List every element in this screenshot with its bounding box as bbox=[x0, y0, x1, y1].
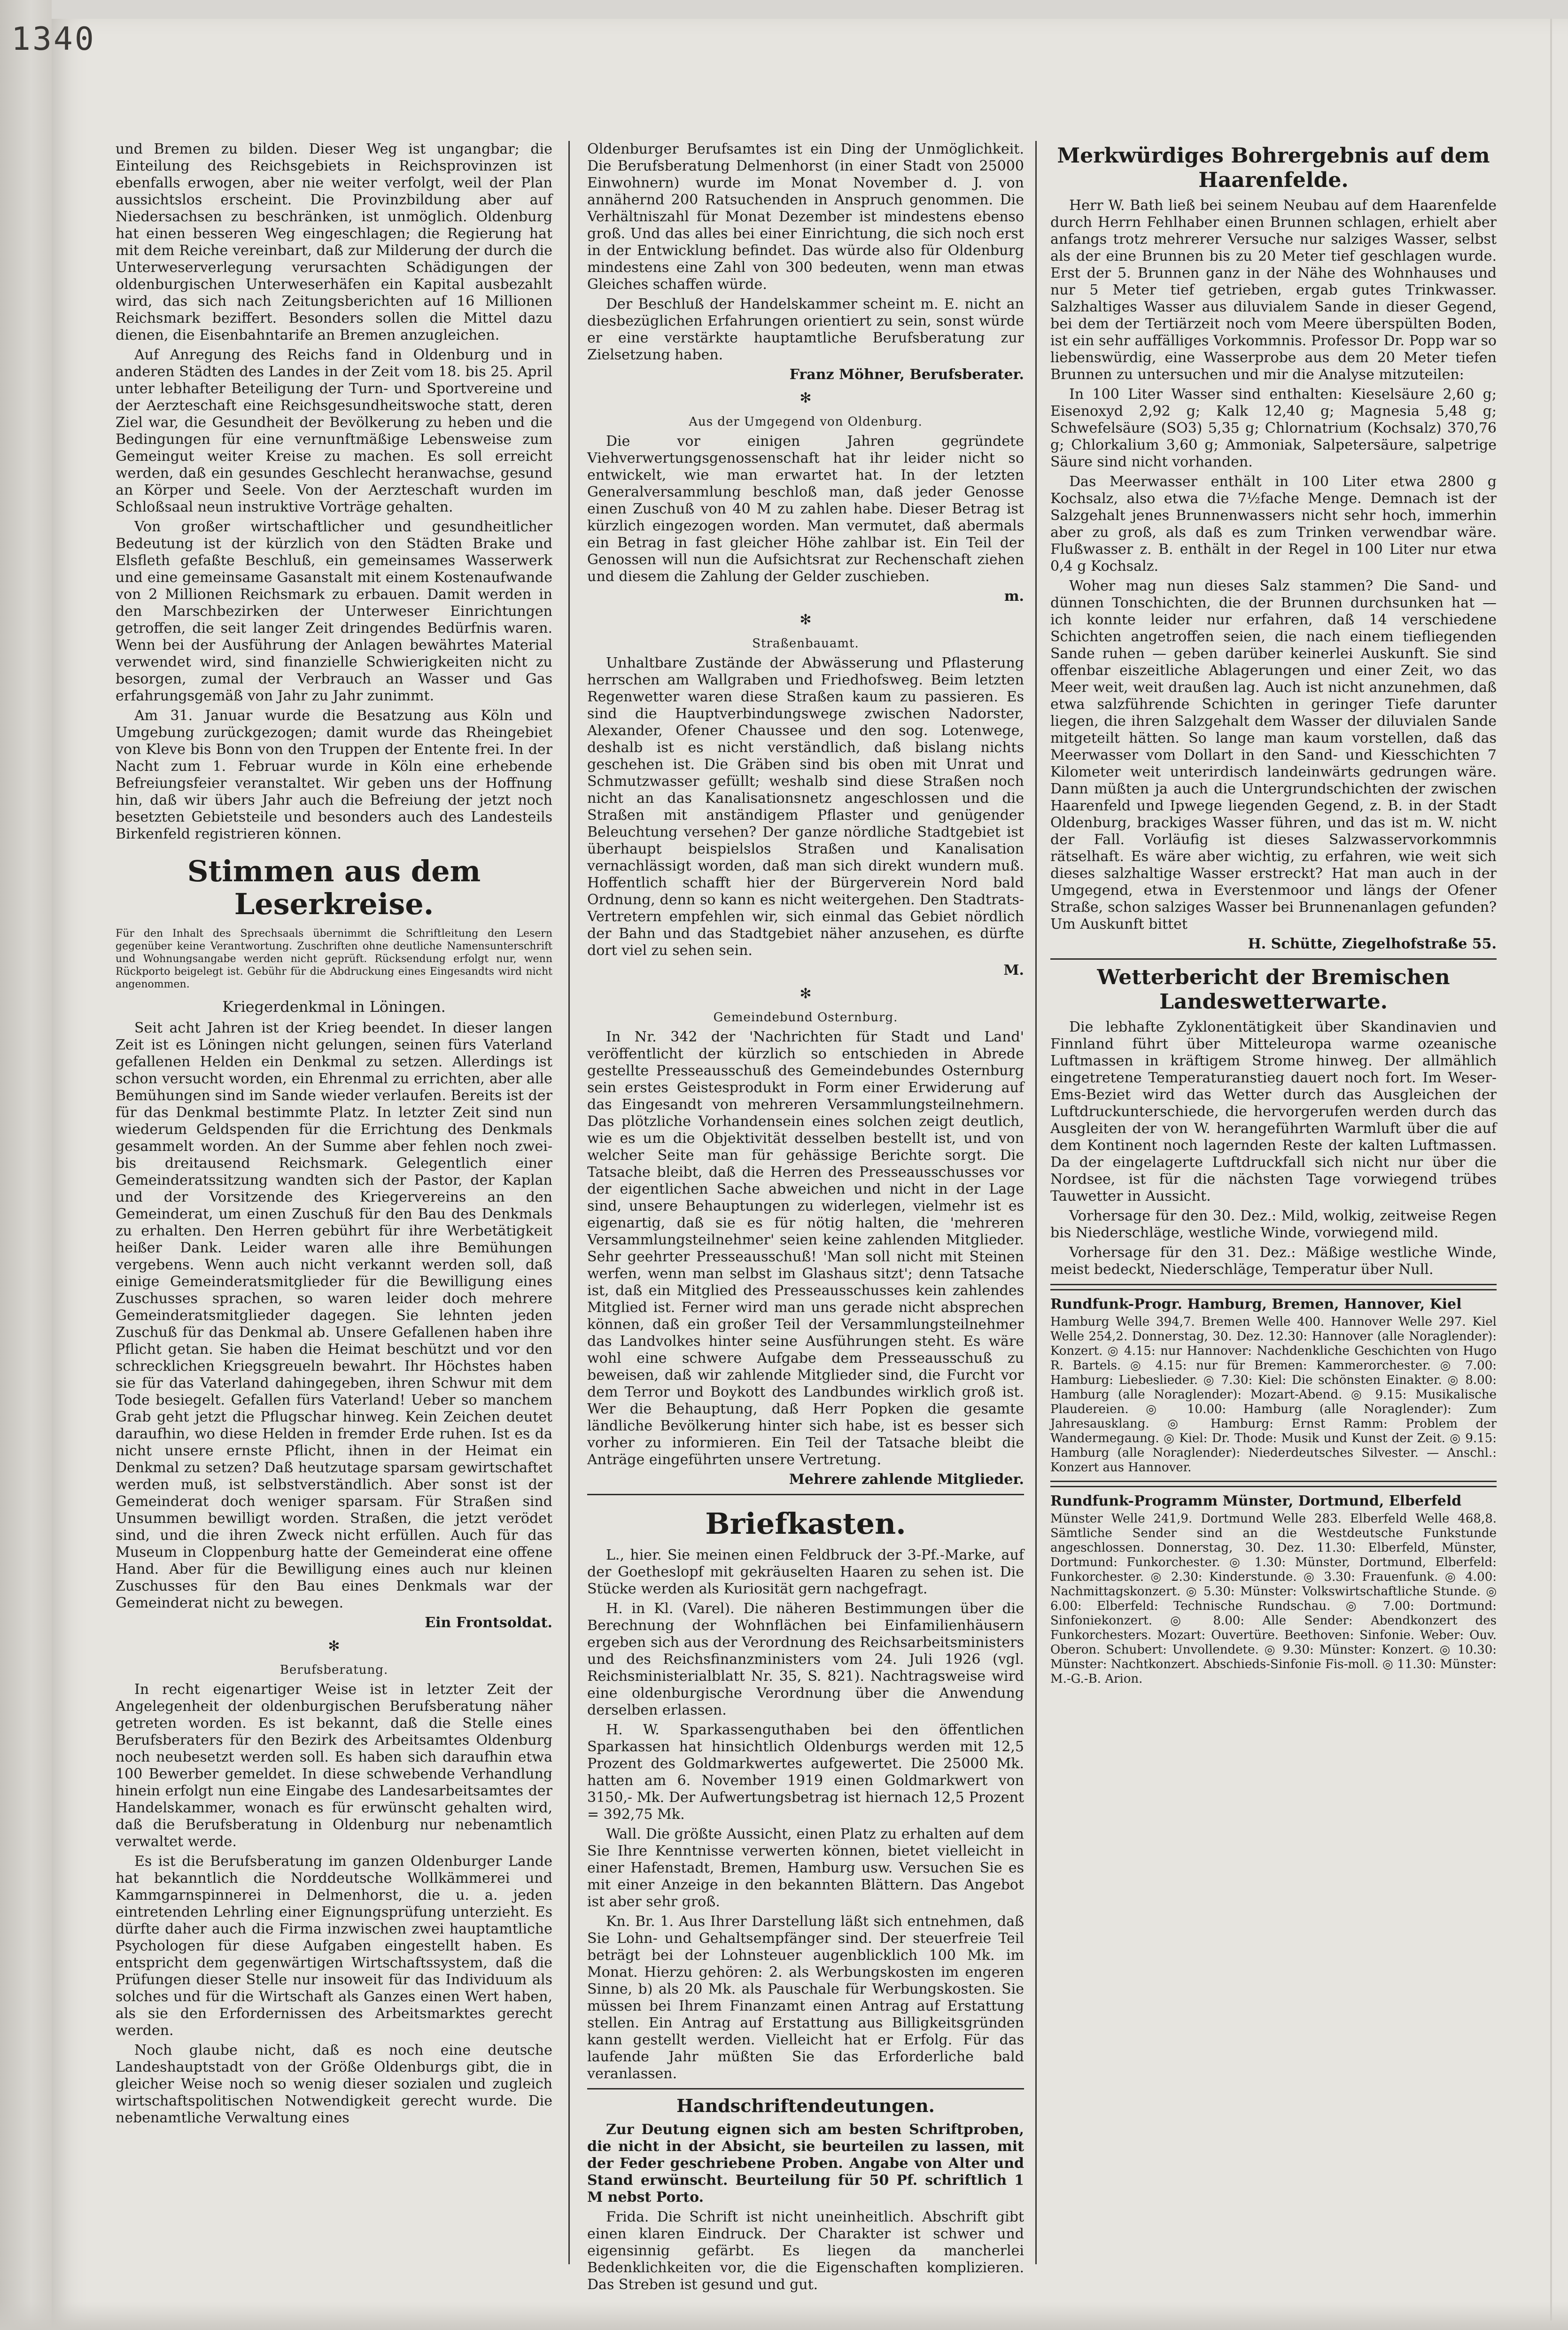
paragraph: In recht eigenartiger Weise ist in letzter Zeit der Angelegenheit der oldenburgischen Berufsberatung näher getreten worden. Es ist bekannt, daß die Stelle eines Berufsberaters für den Bezirk des Arbeitsamtes Oldenburg noch neubesetzt werden soll. Es haben sich daraufhin etwa 100 Bewerber gemeldet. In diese schwebende Verhandlung hinein erfolgt nun eine Eingabe des Landesarbeitsamtes der Handelskammer, wonach es für erwünscht gehalten wird, daß die Berufsberatung in Oldenburg nur nebenamtlich verwaltet werde. bbox=[116, 1681, 552, 1850]
paragraph: Von großer wirtschaftlicher und gesundheitlicher Bedeutung ist der kürzlich von den Städten Brake und Elsfleth gefaßte Beschluß, ein gemeinsames Wasserwerk und eine gemeinsame Gasanstalt mit einem Kostenaufwande von 2 Millionen Reichsmark zu erbauen. Damit werden in den Marschbezirken der Unterweser Einrichtungen getroffen, die seit langer Zeit dringendes Bedürfnis waren. Wenn bei der Ausführung der Anlagen bewährtes Material verwendet wird, sind finanzielle Schwierigkeiten nicht zu besorgen, zumal der Verbrauch an Wasser und Gas erfahrungsgemäß von Jahr zu Jahr zunimmt. bbox=[116, 519, 552, 704]
paragraph: H. W. Sparkassenguthaben bei den öffentlichen Sparkassen hat hinsichtlich Oldenburgs werden mit 12,5 Prozent des Goldmarkwertes aufgewertet. Die 25000 Mk. hatten am 6. November 1919 einen Goldmarkwert von 3150,- Mk. Der Aufwertungsbetrag ist hiernach 12,5 Prozent = 392,75 Mk. bbox=[587, 1722, 1024, 1823]
paragraph: Vorhersage für den 30. Dez.: Mild, wolkig, zeitweise Regen bis Niederschläge, westliche Winde, vorwiegend mild. bbox=[1050, 1208, 1497, 1241]
paragraph: Vorhersage für den 31. Dez.: Mäßige westliche Winde, meist bedeckt, Niederschläge, Temperatur über Null. bbox=[1050, 1244, 1497, 1278]
paragraph: L., hier. Sie meinen einen Feldbruck der 3-Pf.-Marke, auf der Goetheslopf mit gekräuselten Haaren zu sehen ist. Die Stücke werden als Kuriosität gern nachgefragt. bbox=[587, 1547, 1024, 1597]
paragraph: und Bremen zu bilden. Dieser Weg ist ungangbar; die Einteilung des Reichsgebiets in Reichsprovinzen ist ebenfalls erwogen, aber nie weiter verfolgt, weil der Plan aussichtslos erscheint. Die Provinzbildung aber auf Niedersachsen zu beschränken, ist unmöglich. Oldenburg hat einen besseren Weg eingeschlagen; die Regierung hat mit dem Reiche vereinbart, daß zur Milderung der durch die Unterweserverlegung verursachten Schädigungen der oldenburgischen Unterweserhäfen ein Kapital ausbezahlt wird, das sich nach Zeitungsberichten auf 16 Millionen Reichsmark beziffert. Besonders sollen die Mittel dazu dienen, die Eisenbahntarife an Bremen anzugleichen. bbox=[116, 141, 552, 343]
paragraph: Seit acht Jahren ist der Krieg beendet. In dieser langen Zeit ist es Löningen nicht gelungen, seinen fürs Vaterland gefallenen Helden ein Denkmal zu setzen. Allerdings ist schon versucht worden, ein Ehrenmal zu errichten, aber alle Bemühungen sind im Sande wieder verlaufen. Bereits ist der für das Denkmal bestimmte Platz. In letzter Zeit sind nun wiederum Geldspenden für die Errichtung des Denkmals gesammelt worden. An der Summe aber fehlen noch zwei- bis dreitausend Reichsmark. Gelegentlich einer Gemeinderatssitzung wandten sich der Pastor, der Kaplan und der Vorsitzende des Kriegervereins an den Gemeinderat, um einen Zuschuß für den Bau des Denkmals zu erhalten. Den Herren gebührt für ihre Werbetätigkeit heißer Dank. Leider waren alle ihre Bemühungen vergebens. Wenn auch nicht verkannt werden soll, daß einige Gemeinderatsmitglieder für die Bewilligung eines Zuschusses sprachen, so waren leider doch mehrere Gemeinderatsmitglieder dagegen. Sie lehnten jeden Zuschuß für das Denkmal ab. Unsere Gefallenen haben ihre Pflicht getan. Sie haben die Heimat beschützt und vor den schrecklichen Kriegsgreueln bewahrt. Ihr Höchstes haben sie für das Vaterland dahingegeben, ihren Schwur mit dem Tode besiegelt. Gefallen fürs Vaterland! Ueber so manchem Grab geht jetzt die Pflugschar hinweg. Kein Zeichen deutet daraufhin, wo diese Helden in fremder Erde ruhen. Ist es da nicht unsere ernste Pflicht, ihnen in der Heimat ein Denkmal zu setzen? Daß heutzutage sparsam gewirtschaftet werden muß, ist selbstverständlich. Aber sonst ist der Gemeinderat doch weniger sparsam. Für Straßen sind Unsummen bewilligt worden. Straßen, die jetzt verödet sind, und die ihren Zweck nicht erfüllen. Auch für das Museum in Cloppenburg hatte der Gemeinderat eine offene Hand. Aber für die Bewilligung eines auch nur kleinen Zuschusses für den Bau eines Denkmals war der Gemeinderat nicht zu bewegen. bbox=[116, 1020, 552, 1611]
paragraph: Auf Anregung des Reichs fand in Oldenburg und in anderen Städten des Landes in der Zeit vom 18. bis 25. April unter lebhafter Beteiligung der Turn- und Sportvereine und der Aerzteschaft eine Reichsgesundheitswoche statt, deren Ziel war, die Gesundheit der Bevölkerung zu heben und die Bedingungen für eine vernunftmäßige Lebensweise zum Gemeingut weiter Kreise zu machen. Es soll erreicht werden, daß ein gesundes Geschlecht heranwachse, gesund an Körper und Seele. Von der Aerzteschaft wurden im Schloßsaal neun instruktive Vorträge gehalten. bbox=[116, 347, 552, 515]
paragraph: H. in Kl. (Varel). Die näheren Bestimmungen über die Berechnung der Wohnflächen bei Einfamilienhäusern ergeben sich aus der Verordnung des Reichsarbeitsministers und des Reichsfinanzministers vom 24. Juli 1926 (vgl. Reichsministerialblatt Nr. 35, S. 821). Nachtragsweise wird eine oldenburgische Verordnung über die Anwendung derselben erlassen. bbox=[587, 1600, 1024, 1718]
article-title: Merkwürdiges Bohrergebnis auf dem Haarenfelde. bbox=[1057, 144, 1490, 192]
paragraph: In 100 Liter Wasser sind enthalten: Kieselsäure 2,60 g; Eisenoxyd 2,92 g; Kalk 12,40 g; Magnesia 5,48 g; Schwefelsäure (SO3) 5,35 g; Chlornatrium (Kochsalz) 370,76 g; Chlorkalium 3,60 g; Ammoniak, Salpetersäure, salpetrige Säure sind nicht vorhanden. bbox=[1050, 386, 1497, 470]
paragraph: Das Meerwasser enthält in 100 Liter etwa 2800 g Kochsalz, also etwa die 7½fache Menge. Demnach ist der Salzgehalt jenes Brunnenwassers nicht sehr hoch, immerhin aber zu groß, als daß es zum Trinken verwendbar wäre. Flußwasser z. B. enthält in der Regel in 100 Liter nur etwa 0,4 g Kochsalz. bbox=[1050, 474, 1497, 575]
separator-star: ✻ bbox=[328, 1638, 340, 1654]
article-title: Gemeindebund Osternburg. bbox=[713, 1010, 898, 1025]
paragraph: Herr W. Bath ließ bei seinem Neubau auf dem Haarenfelde durch Herrn Fehlhaber einen Brunnen schlagen, erhielt aber anfangs trotz mehrerer Versuche nur salziges Wasser, selbst als der eine Brunnen bis zu 20 Meter tief geschlagen wurde. Erst der 5. Brunnen ganz in der Nähe des Wohnhauses und nur 5 Meter tief getrieben, ergab gutes Trinkwasser. Salzhaltiges Wasser aus diluvialem Sande in dieser Gegend, bei dem der Tertiärzeit noch vom Meere überspülten Boden, ist ein sehr auffälliges Vorkommnis. Professor Dr. Popp war so liebenswürdig, eine Wasserprobe aus dem 20 Meter tiefen Brunnen zu untersuchen und mir die Analyse mitzuteilen: bbox=[1050, 197, 1497, 383]
divider bbox=[1050, 1284, 1497, 1290]
section-title-briefkasten: Briefkasten. bbox=[705, 1507, 906, 1541]
radio-program-listing: Münster Welle 241,9. Dortmund Welle 283. Elberfeld Welle 468,8. Sämtliche Sender sind an die Westdeutsche Funkstunde angeschlossen. Donnerstag, 30. Dez. 11.30: Elberfeld, Münster, Dortmund: Funkorchester. ◎ 1.30: Münster, Dortmund, Elberfeld: Funkorchester. ◎ 2.30: Kinderstunde. ◎ 3.30: Frauenfunk. ◎ 4.00: Nachmittagskonzert. ◎ 5.30: Münster: Volkswirtschaftliche Stunde. ◎ 6.00: Elberfeld: Technische Rundschau. ◎ 7.00: Dortmund: Sinfoniekonzert. ◎ 8.00: Alle Sender: Abendkonzert des Funkorchesters. Mozart: Ouvertüre. Beethoven: Sinfonie. Weber: Ouv. Oberon. Schubert: Unvollendete. ◎ 9.30: Münster: Konzert. ◎ 10.30: Münster: Nachtkonzert. Abschieds-Sinfonie Fis-moll. ◎ 11.30: Münster: M.-G.-B. Arion. bbox=[1050, 1512, 1497, 1686]
radio-program-listing: Hamburg Welle 394,7. Bremen Welle 400. Hannover Welle 297. Kiel Welle 254,2. Donnerstag, 30. Dez. 12.30: Hannover (alle Noraglender): Konzert. ◎ 4.15: nur Hannover: Nachdenkliche Geschichten von Hugo R. Bartels. ◎ 4.15: nur für Bremen: Kammerorchester. ◎ 7.00: Hamburg: Liebeslieder. ◎ 7.30: Kiel: Die schönsten Einakter. ◎ 8.00: Hamburg (alle Noraglender): Mozart-Abend. ◎ 9.15: Musikalische Plaudereien. ◎ 10.00: Hamburg (alle Noraglender): Zum Jahresausklang. ◎ Hamburg: Ernst Ramm: Problem der Wandermegaung. ◎ Kiel: Dr. Thode: Musik und Kunst der Zeit. ◎ 9.15: Hamburg (alle Noraglender): Niederdeutsches Silvester. — Anschl.: Konzert aus Hannover. bbox=[1050, 1315, 1497, 1475]
paragraph: Am 31. Januar wurde die Besatzung aus Köln und Umgebung zurückgezogen; damit wurde das Rheingebiet von Kleve bis Bonn von den Truppen der Entente frei. In der Nacht zum 1. Februar wurde in Köln eine erhebende Befreiungsfeier veranstaltet. Wir geben uns der Hoffnung hin, daß wir übers Jahr auch die Befreiung der jetzt noch besetzten Gebietsteile und besonders auch des Landesteils Birkenfeld registrieren können. bbox=[116, 707, 552, 842]
page-number: 1340 bbox=[11, 21, 96, 58]
paragraph: In Nr. 342 der 'Nachrichten für Stadt und Land' veröffentlicht der kürzlich so entschieden in Abrede gestellte Presseausschuß des Gemeindebundes Osternburg sein erstes Geistesprodukt in Form einer Erwiderung auf das Eingesandt von mehreren Versammlungsteilnehmern. Das plötzliche Vorhandensein eines solchen zeigt deutlich, wie es um die Objektivität desselben bestellt ist, und von welcher Seite man für gehässige Berichte sorgt. Die Tatsache bleibt, daß die Herren des Presseausschusses vor der eigentlichen Sache abweichen und nicht in der Lage sind, unsere Behauptungen zu widerlegen, vielmehr ist es eigenartig, daß sie es für nötig halten, die 'mehreren Versammlungsteilnehmer' seien keine zahlenden Mitglieder. Sehr geehrter Presseausschuß! 'Man soll nicht mit Steinen werfen, wenn man selbst im Glashaus sitzt'; denn Tatsache ist, daß ein Mitglied des Presseausschusses kein zahlendes Mitglied ist. Ferner wird man uns gerade nicht absprechen können, daß ein großer Teil der Versammlungsteilnehmer das Landvolkes hinter seine Ausführungen steht. Es wäre wohl eine schwere Aufgabe dem Presseausschuß zu beweisen, daß wir zahlende Mitglieder sind, die Furcht vor dem Terror und Boykott des Landbundes wirklich groß ist. Wer die Behauptung, daß Herr Popken die gesamte ländliche Bevölkerung hinter sich habe, ist es besser sich vorher zu informieren. Ein Teil der Tatsache bleibt die Anträge eingeführten unsere Vertretung. bbox=[587, 1029, 1024, 1468]
paragraph: Zur Deutung eignen sich am besten Schriftproben, die nicht in der Absicht, sie beurteilen zu lassen, mit der Feder geschriebene Proben. Angabe von Alter und Stand erwünscht. Beurteilung für 50 Pf. schriftlich 1 M nebst Porto. bbox=[587, 2121, 1024, 2206]
column-3 bbox=[1050, 141, 1497, 2264]
paragraph: Der Beschluß der Handelskammer scheint m. E. nicht an diesbezüglichen Erfahrungen orientiert zu sein, sonst würde er eine verstärkte hauptamtliche Berufsberatung zur Zielsetzung haben. bbox=[587, 296, 1024, 363]
separator-star: ✻ bbox=[800, 612, 812, 628]
article-signature: Ein Frontsoldat. bbox=[425, 1615, 552, 1631]
radio-program-title: Rundfunk-Progr. Hamburg, Bremen, Hannover, Kiel bbox=[1050, 1296, 1462, 1313]
article-title: Aus der Umgegend von Oldenburg. bbox=[689, 415, 923, 429]
article-signature: M. bbox=[1003, 962, 1024, 979]
column-2 bbox=[587, 141, 1024, 2293]
separator-star: ✻ bbox=[800, 390, 812, 406]
column-rule-1 bbox=[568, 141, 570, 2264]
article-signature: m. bbox=[1004, 588, 1024, 605]
article-signature: Mehrere zahlende Mitglieder. bbox=[789, 1471, 1024, 1488]
paragraph: Die vor einigen Jahren gegründete Viehverwertungsgenossenschaft hat ihr leider nicht so entwickelt, wie man erwartet hat. In der letzten Generalversammlung beschloß man, daß jeder Genosse einen Zuschuß von 40 M zu zahlen habe. Dieser Betrag ist kürzlich eingezogen worden. Man vermutet, daß abermals ein Betrag in fast gleicher Höhe zahlbar ist. Ein Teil der Genossen will nun die Aufsichtsrat zur Rechenschaft ziehen und diesem die Zahlung der Gelder zuschieben. bbox=[587, 433, 1024, 585]
article-title: Berufsberatung. bbox=[279, 1663, 388, 1677]
separator-star: ✻ bbox=[800, 986, 812, 1002]
column-rule-2 bbox=[1035, 141, 1037, 2264]
article-title: Straßenbauamt. bbox=[752, 637, 859, 651]
paragraph: Wall. Die größte Aussicht, einen Platz zu erhalten auf dem Sie Ihre Kenntnisse verwerten können, bietet vielleicht in einer Hafenstadt, Bremen, Hamburg usw. Versuchen Sie es mit einer Anzeige in den bekannten Blättern. Das Angebot ist aber sehr groß. bbox=[587, 1826, 1024, 1910]
right-edge-line bbox=[1550, 19, 1552, 2321]
column-1 bbox=[116, 141, 552, 2264]
divider bbox=[587, 1494, 1024, 1495]
section-title-wetterbericht: Wetterbericht der Bremischen Landeswetterwarte. bbox=[1097, 965, 1450, 1014]
radio-program-title: Rundfunk-Programm Münster, Dortmund, Elberfeld bbox=[1050, 1493, 1462, 1509]
divider bbox=[587, 2088, 1024, 2089]
article-title: Kriegerdenkmal in Löningen. bbox=[222, 998, 446, 1016]
section-disclaimer: Für den Inhalt des Sprechsaals übernimmt die Schriftleitung den Lesern gegenüber keine Verantwortung. Zuschriften ohne deutliche Namensunterschrift und Wohnungsangabe werden nicht geprüft. Rücksendung erfolgt nur, wenn Rückporto beigelegt ist. Gebühr für die Abdruckung eines Eingesandts wird nicht angenommen. bbox=[116, 928, 552, 990]
paragraph: Oldenburger Berufsamtes ist ein Ding der Unmöglichkeit. Die Berufsberatung Delmenhorst (in einer Stadt von 25000 Einwohnern) wurde im Monat November d. J. von annähernd 200 Ratsuchenden in Anspruch genommen. Die Verhältniszahl für Monat Dezember ist mindestens ebenso groß. Und das alles bei einer Einrichtung, die sich noch erst in der Entwicklung befindet. Das würde also für Oldenburg mindestens eine Zahl von 300 bedeuten, wenn man etwas Gleiches schaffen würde. bbox=[587, 141, 1024, 293]
bottom-shadow bbox=[0, 2302, 1568, 2330]
article-signature: Franz Möhner, Berufsberater. bbox=[789, 366, 1024, 383]
paragraph: Noch glaube nicht, daß es noch eine deutsche Landeshauptstadt von der Größe Oldenburgs gibt, die in gleicher Weise noch so wenig dieser sozialen und zugleich wirtschaftspolitischen Notwendigkeit gerecht wurde. Die nebenamtliche Verwaltung eines bbox=[116, 2042, 552, 2126]
divider bbox=[1050, 958, 1497, 960]
paragraph: Es ist die Berufsberatung im ganzen Oldenburger Lande hat bekanntlich die Norddeutsche Wollkämmerei und Kammgarnspinnerei in Delmenhorst, die u. a. jeden eintretenden Lehrling einer Eignungsprüfung unterzieht. Es dürfte daher auch die Firma inzwischen zwei hauptamtliche Psychologen für diese Aufgaben eingestellt haben. Es entspricht dem gegenwärtigen Wirtschaftssystem, daß die Prüfungen dieser Stelle nur insoweit für das Individuum als solches und für die Wirtschaft als Ganzes einen Wert haben, als sie den Erfordernissen des Arbeitsmarktes gerecht werden. bbox=[116, 1853, 552, 2039]
paragraph: Frida. Die Schrift ist nicht uneinheitlich. Abschrift gibt einen klaren Eindruck. Der Charakter ist schwer und eigensinnig gefärbt. Es liegen da mancherlei Bedenklichkeiten vor, die die Eigenschaften komplizieren. Das Streben ist gesund und gut. bbox=[587, 2209, 1024, 2293]
binding-edge bbox=[0, 0, 52, 2330]
article-signature: H. Schütte, Ziegelhofstraße 55. bbox=[1248, 936, 1497, 952]
section-title-leserkreise: Stimmen aus dem Leserkreise. bbox=[187, 854, 481, 921]
paragraph: Unhaltbare Zustände der Abwässerung und Pflasterung herrschen am Wallgraben und Friedhofsweg. Beim letzten Regenwetter waren diese Straßen kaum zu passieren. Es sind die Hauptverbindungswege zwischen Nadorster, Alexander, Ofener Chaussee und den sog. Lotenwege, deshalb ist es nicht verständlich, daß bislang nichts geschehen ist. Die Gräben sind bis oben mit Unrat und Schmutzwasser gefüllt; weshalb sind diese Straßen noch nicht an das Kanalisationsnetz angeschlossen und die Straßen mit anständigem Pflaster und genügender Beleuchtung versehen? Der ganze nördliche Stadtgebiet ist überhaupt beispielslos Straßen und Kanalisation vernachlässigt worden, daß man sich direkt wundern muß. Hoffentlich schafft hier der Bürgerverein Nord bald Ordnung, denn so kann es nicht weitergehen. Den Stadtrats-Vertretern empfehlen wir, sich einmal das Gebiet nördlich der Bahn und das Stadtgebiet näher anzusehen, es dürfte dort viel zu sehen sein. bbox=[587, 655, 1024, 959]
divider bbox=[1050, 1481, 1497, 1487]
paragraph: Kn. Br. 1. Aus Ihrer Darstellung läßt sich entnehmen, daß Sie Lohn- und Gehaltsempfänger sind. Der steuerfreie Teil beträgt bei der Lohnsteuer augenblicklich 100 Mk. im Monat. Hierzu gehören: 2. als Werbungskosten im engeren Sinne, b) als 20 Mk. als Pauschale für Werbungskosten. Sie müssen bei Ihrem Finanzamt einen Antrag auf Erstattung stellen. Ein Antrag auf Erstattung aus Billigkeitsgründen kann gestellt werden. Vielleicht hat er Erfolg. Für das laufende Jahr müßten Sie das Erforderliche bald veranlassen. bbox=[587, 1913, 1024, 2082]
paragraph: Die lebhafte Zyklonentätigkeit über Skandinavien und Finnland führt über Mitteleuropa warme ozeanische Luftmassen in kräftigem Strome hinweg. Der allmählich eingetretene Temperaturanstieg dauert noch fort. Im Weser-Ems-Beziet wird das Wetter durch das Ausgleichen der Luftdruckunterschiede, die hervorgerufen werden durch das Ausgleiten der von W. herangeführten Warmluft über die auf dem Kontinent noch lagernden Reste der kalten Luftmassen. Da der eingelagerte Luftdruckfall sich nicht nur über die Nordsee, ist für die nächsten Tage vorwiegend trübes Tauwetter in Aussicht. bbox=[1050, 1019, 1497, 1204]
section-title-handschriften: Handschriftendeutungen. bbox=[676, 2095, 935, 2116]
paragraph: Woher mag nun dieses Salz stammen? Die Sand- und dünnen Tonschichten, die der Brunnen durchsunken hat — ich konnte leider nur erfahren, daß 14 verschiedene Schichten angetroffen seien, die nach einem tiefliegenden Sande ruhen — geben darüber keinerlei Auskunft. Sie sind offenbar eiszeitliche Ablagerungen und einer Zeit, wo das Meer weit, weit draußen lag. Auch ist nicht anzunehmen, daß etwa salzführende Schichten in geringer Tiefe darunter liegen, die ihren Salzgehalt dem Wasser der diluvialen Sande mitgeteilt hätten. So lange man kaum vorstellen, daß das Meerwasser vom Dollart in den Sand- und Kiesschichten 7 Kilometer weit unterirdisch landeinwärts gedrungen wäre. Dann müßten ja auch die Untergrundschichten der zwischen Haarenfeld und Ipwege liegenden Gegend, z. B. in der Stadt Oldenburg, brackiges Wasser führen, und das ist m. W. nicht der Fall. Vorläufig ist dieses Salzwasservorkommnis rätselhaft. Es wäre aber wichtig, zu erfahren, wie weit sich dieses salzhaltige Wasser erstreckt? Hat man auch in der Umgegend, etwa in Everstenmoor und längs der Ofener Straße, schon salziges Wasser bei Brunnenanlagen gefunden? Um Auskunft bittet bbox=[1050, 578, 1497, 932]
